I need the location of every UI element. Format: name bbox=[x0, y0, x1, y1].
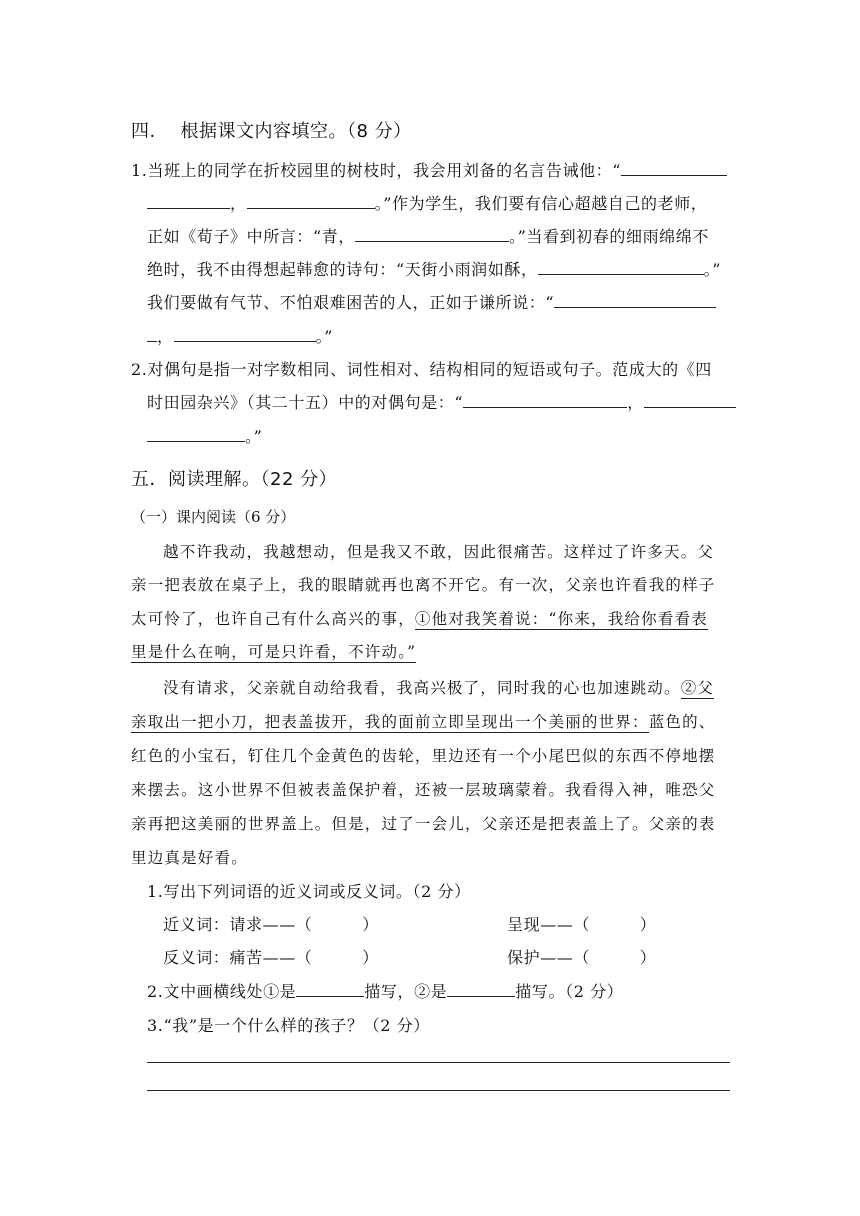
underlined-sentence-1-end: 里是什么在响，可是只许看，不许动。” bbox=[131, 643, 417, 661]
passage-p1-line-2: 亲一把表放在桌子上，我的眼睛就再也离不开它。有一次，父亲也许看我的样子 bbox=[131, 576, 716, 594]
underlined-sentence-2-end: 亲取出一把小刀，把表盖拔开，我的面前立即呈现出一个美丽的世界： bbox=[131, 713, 649, 731]
answer-blank[interactable] bbox=[147, 327, 157, 342]
q1-line-3 bbox=[147, 224, 709, 247]
q1-line-4-text-b: 。” bbox=[703, 260, 721, 279]
underlined-sentence-2: ②父 bbox=[680, 679, 715, 697]
answer-blank[interactable] bbox=[447, 982, 515, 997]
reading-q1: 1.写出下列词语的近义词或反义词。（2 分） bbox=[147, 882, 471, 901]
passage-p2-line-1-text: 没有请求，父亲就自动给我看，我高兴极了，同时我的心也加速跳动。 bbox=[163, 679, 681, 697]
answer-blank[interactable] bbox=[644, 393, 736, 408]
reading-subtitle: （一）课内阅读（6 分） bbox=[131, 508, 296, 526]
passage-p1-line-1: 越不许我动，我越想动，但是我又不敢，因此很痛苦。这样过了许多天。父 bbox=[163, 543, 715, 561]
answer-line[interactable] bbox=[147, 1062, 730, 1063]
q1-line-2 bbox=[147, 191, 707, 214]
q1-line-1-text: 1.当班上的同学在折校园里的树枝时，我会用刘备的名言告诫他：“ bbox=[131, 161, 622, 180]
answer-blank[interactable] bbox=[463, 393, 627, 408]
passage-p2-line-5: 亲再把这美丽的世界盖上。但是，过了一会儿，父亲还是把表盖上了。父亲的表 bbox=[131, 815, 716, 833]
answer-line[interactable] bbox=[147, 1090, 730, 1091]
passage-p2-line-4: 来摆去。这小世界不但被表盖保护着，还被一层玻璃蒙着。我看得入神，唯恐父 bbox=[131, 781, 716, 799]
q1-line-2-text: 。”作为学生，我们要有信心超越自己的老师， bbox=[374, 194, 708, 213]
q2-line-2 bbox=[147, 390, 736, 413]
q1-line-6-comma: ， bbox=[157, 327, 174, 346]
synonym-item-2: 呈现——（ ） bbox=[507, 915, 657, 934]
passage-p2-line-1 bbox=[163, 676, 714, 698]
q1-line-3-text-a: 正如《荀子》中所言：“青， bbox=[147, 227, 355, 246]
answer-blank[interactable] bbox=[174, 327, 316, 342]
reading-q2-text-b: 描写，②是 bbox=[364, 982, 448, 1001]
passage-p1-line-4 bbox=[131, 640, 416, 662]
q1-line-1 bbox=[131, 158, 727, 181]
passage-p2-line-2 bbox=[131, 710, 716, 732]
passage-p1-line-3-text: 太可怜了，也许自己有什么高兴的事， bbox=[131, 610, 415, 628]
passage-p2-line-2-text: 蓝色的、 bbox=[648, 713, 716, 731]
q1-line-5 bbox=[147, 290, 716, 313]
q2-line-2-text: 时田园杂兴》（其二十五）中的对偶句是：“ bbox=[147, 393, 464, 412]
antonym-item-2: 保护——（ ） bbox=[507, 948, 657, 967]
answer-blank[interactable] bbox=[296, 982, 364, 997]
reading-q2-text-a: 2.文中画横线处①是 bbox=[147, 982, 297, 1001]
q1-line-4-text-a: 绝时，我不由得想起韩愈的诗句：“天街小雨润如酥， bbox=[147, 260, 538, 279]
answer-blank[interactable] bbox=[147, 194, 230, 209]
q1-line-2-comma: ， bbox=[230, 194, 247, 213]
antonym-item: 反义词：痛苦——（ ） bbox=[163, 948, 379, 967]
answer-blank[interactable] bbox=[147, 427, 245, 442]
q1-line-3-text-b: 。”当看到初春的细雨绵绵不 bbox=[508, 227, 709, 246]
reading-q2 bbox=[147, 979, 623, 1002]
q2-line-1: 2.对偶句是指一对字数相同、词性相对、结构相同的短语或句子。范成大的《四 bbox=[131, 360, 712, 379]
q2-line-2-comma: ， bbox=[627, 393, 644, 412]
q1-line-5-text: 我们要做有气节、不怕艰难困苦的人，正如于谦所说：“ bbox=[147, 293, 555, 312]
synonym-item: 近义词：请求——（ ） bbox=[163, 915, 379, 934]
answer-blank[interactable] bbox=[355, 227, 509, 242]
section-5-title: 五．阅读理解。（22 分） bbox=[131, 469, 338, 490]
passage-p2-line-6: 里边真是好看。 bbox=[131, 849, 248, 867]
answer-blank[interactable] bbox=[621, 161, 727, 176]
answer-blank[interactable] bbox=[538, 260, 704, 275]
answer-blank[interactable] bbox=[554, 293, 716, 308]
reading-q2-text-c: 描写。（2 分） bbox=[515, 982, 624, 1001]
passage-p1-line-3 bbox=[131, 607, 708, 629]
section-4-title: 四. 根据课文内容填空。（8 分） bbox=[131, 121, 412, 142]
answer-blank[interactable] bbox=[247, 194, 375, 209]
q1-line-4 bbox=[147, 257, 721, 280]
q1-line-6-text: 。” bbox=[315, 327, 333, 346]
reading-q3: 3.“我”是一个什么样的孩子？（2 分） bbox=[147, 1016, 430, 1035]
q2-line-3-text: 。” bbox=[245, 427, 263, 446]
passage-p2-line-3: 红色的小宝石，钉住几个金黄色的齿轮，里边还有一个小尾巴似的东西不停地摆 bbox=[131, 747, 716, 765]
underlined-sentence-1: ①他对我笑着说：“你来，我给你看看表 bbox=[414, 610, 708, 628]
q2-line-3 bbox=[147, 424, 262, 447]
q1-line-6 bbox=[147, 324, 333, 347]
